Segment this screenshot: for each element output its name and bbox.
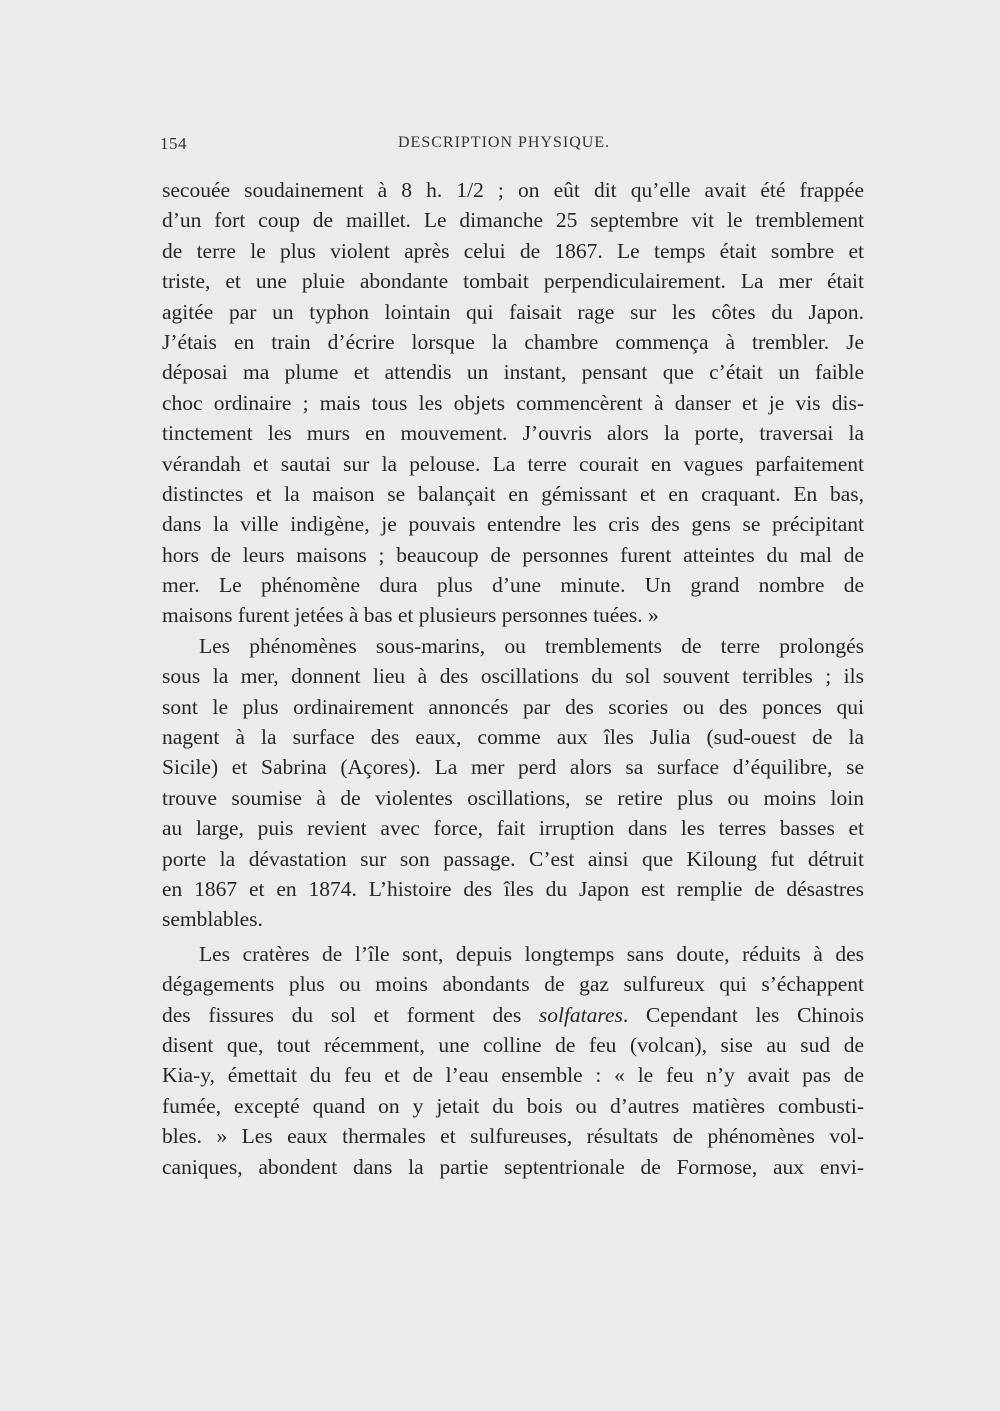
text-segment: . Cependant les Chinois bbox=[622, 1002, 865, 1027]
text-line: nagent à la surface des eaux, comme aux îles Julia (sud-ouest de la bbox=[162, 725, 864, 750]
text-line: dégagements plus ou moins abondants de gaz sulfureux qui s’échappent bbox=[162, 972, 864, 997]
text-line: maisons furent jetées à bas et plusieurs personnes tuées. » bbox=[162, 603, 659, 628]
text-line bbox=[162, 1000, 864, 1030]
text-line: secouée soudainement à 8 h. 1/2 ; on eût dit qu’elle avait été frappée bbox=[162, 178, 864, 202]
text-line: en 1867 et en 1874. L’histoire des îles du Japon est remplie de désastres bbox=[162, 876, 864, 901]
text-line: disent que, tout récemment, une colline de feu (volcan), sise au sud de bbox=[162, 1032, 864, 1057]
text-line: porte la dévastation sur son passage. C’est ainsi que Kiloung fut détruit bbox=[162, 846, 864, 871]
text-line: Les phénomènes sous-marins, ou tremblements de terre prolongés bbox=[199, 633, 864, 658]
paragraph bbox=[162, 631, 864, 935]
text-line: d’un fort coup de maillet. Le dimanche 25 septembre vit le tremblement bbox=[162, 208, 864, 233]
text-line: mer. Le phénomène dura plus d’une minute. Un grand nombre de bbox=[162, 573, 864, 598]
text-line: hors de leurs maisons ; beaucoup de personnes furent atteintes du mal de bbox=[162, 542, 864, 567]
text-line: agitée par un typhon lointain qui faisait rage sur les côtes du Japon. bbox=[162, 299, 864, 324]
page-header bbox=[160, 134, 866, 158]
text-line: bles. » Les eaux thermales et sulfureuses, résultats de phénomènes vol- bbox=[162, 1124, 864, 1149]
text-line: semblables. bbox=[162, 907, 263, 932]
text-segment: des fissures du sol et forment des bbox=[162, 1002, 539, 1027]
text-line: fumée, excepté quand on y jetait du bois ou d’autres matières combusti- bbox=[162, 1093, 864, 1118]
text-line: J’étais en train d’écrire lorsque la chambre commença à trembler. Je bbox=[162, 329, 864, 354]
paragraph bbox=[162, 939, 864, 1182]
text-line: vérandah et sautai sur la pelouse. La terre courait en vagues parfaitement bbox=[162, 451, 864, 476]
text-line: trouve soumise à de violentes oscillations, se retire plus ou moins loin bbox=[162, 785, 864, 810]
text-line: triste, et une pluie abondante tombait perpendiculairement. La mer était bbox=[162, 269, 864, 294]
text-line: sous la mer, donnent lieu à des oscillations du sol souvent terribles ; ils bbox=[162, 664, 864, 689]
body-text bbox=[162, 175, 864, 1182]
text-line: distinctes et la maison se balançait en gémissant et en craquant. En bas, bbox=[162, 481, 864, 506]
text-line: choc ordinaire ; mais tous les objets commencèrent à danser et je vis dis- bbox=[162, 390, 864, 415]
text-line: Les cratères de l’île sont, depuis longtemps sans doute, réduits à des bbox=[199, 941, 864, 966]
text-line: au large, puis revient avec force, fait irruption dans les terres basses et bbox=[162, 816, 864, 841]
text-line: déposai ma plume et attendis un instant, pensant que c’était un faible bbox=[162, 360, 864, 385]
text-line: Sicile) et Sabrina (Açores). La mer perd alors sa surface d’équilibre, se bbox=[162, 755, 864, 780]
emphasis-term: solfatares bbox=[538, 1002, 623, 1027]
text-line: dans la ville indigène, je pouvais entendre les cris des gens se précipitant bbox=[162, 512, 864, 537]
text-line: de terre le plus violent après celui de 1867. Le temps était sombre et bbox=[162, 238, 864, 263]
running-title: DESCRIPTION PHYSIQUE. bbox=[398, 134, 611, 151]
page-number: 154 bbox=[160, 134, 187, 153]
text-line: tinctement les murs en mouvement. J’ouvris alors la porte, traversai la bbox=[162, 421, 864, 446]
text-line: Kia-y, émettait du feu et de l’eau ensemble : « le feu n’y avait pas de bbox=[162, 1063, 864, 1088]
text-line: sont le plus ordinairement annoncés par des scories ou des ponces qui bbox=[162, 694, 864, 719]
text-line: caniques, abondent dans la partie septentrionale de Formose, aux envi- bbox=[162, 1154, 864, 1179]
paragraph bbox=[162, 175, 864, 631]
